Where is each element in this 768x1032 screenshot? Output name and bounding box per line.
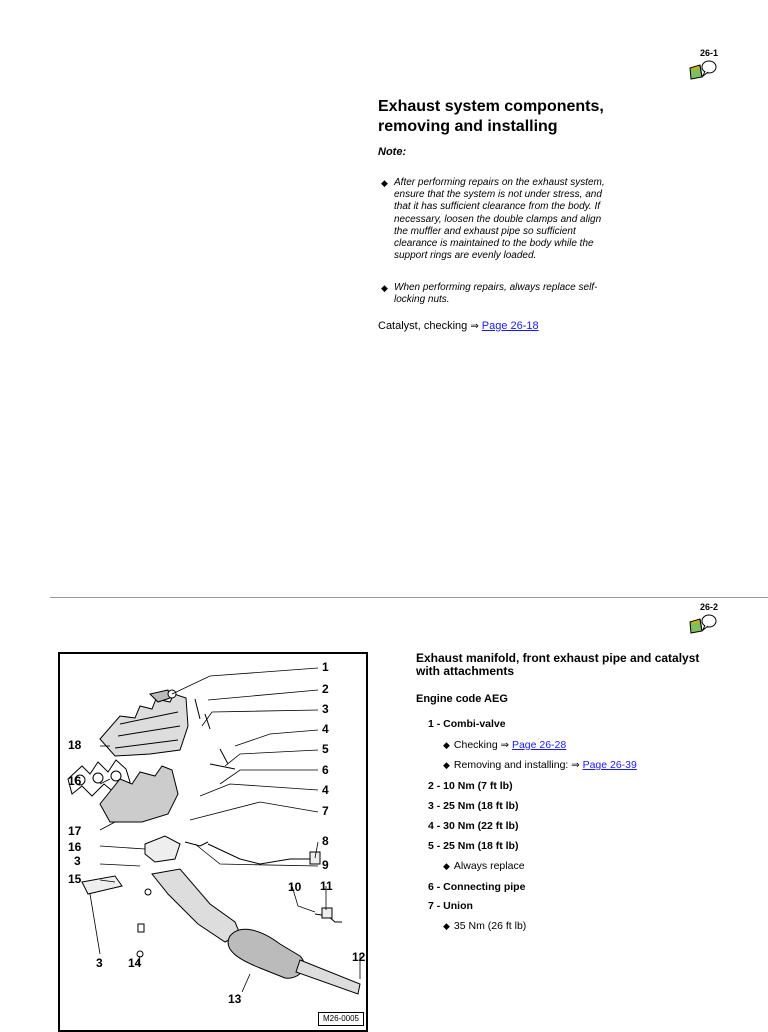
catalyst-reference: Catalyst, checking ⇒ Page 26-18 xyxy=(378,320,539,332)
legend-item-2: 2 - 10 Nm (7 ft lb) xyxy=(428,780,513,792)
legend-item-6: 6 - Connecting pipe xyxy=(428,881,526,893)
callout-label: 4 xyxy=(322,783,329,797)
callout-label: 13 xyxy=(228,992,242,1006)
diamond-icon: ◆ xyxy=(443,740,450,750)
callout-label: 6 xyxy=(322,763,329,777)
callout-label: 14 xyxy=(128,956,142,970)
callout-label: 18 xyxy=(68,738,82,752)
arrow-icon: ⇒ xyxy=(571,760,580,771)
legend-item-5: 5 - 25 Nm (18 ft lb) xyxy=(428,840,519,852)
figure-id: M26-0005 xyxy=(318,1012,364,1026)
page-link[interactable]: Page 26-18 xyxy=(481,320,539,332)
legend-subitem: ◆ Always replace xyxy=(443,860,525,872)
legend-item-4: 4 - 30 Nm (22 ft lb) xyxy=(428,820,519,832)
diamond-icon: ◆ xyxy=(381,178,388,188)
legend-item-7: 7 - Union xyxy=(428,900,473,912)
callout-label: 10 xyxy=(288,880,302,894)
page-number: 26-1 xyxy=(700,48,719,58)
note-bullet-1: ◆ After performing repairs on the exhaust system, ensure that the system is not under stress, and that it has sufficient clearance from the body. If necessary, loosen the double clamps and align the muffler and exhaust pipe so sufficient clearance is maintained to the body while the support rings are evenly loaded. xyxy=(381,177,605,262)
callout-label: 8 xyxy=(322,834,329,848)
callout-label: 3 xyxy=(74,854,81,868)
callout-label: 11 xyxy=(320,879,333,893)
callout-label: 16 xyxy=(68,840,82,854)
callout-label: 3 xyxy=(322,702,329,716)
callout-label: 1 xyxy=(322,660,329,674)
diamond-icon: ◆ xyxy=(381,283,388,293)
section-title: Exhaust manifold, front exhaust pipe and catalyst with attachments xyxy=(416,651,700,678)
book-speech-icon[interactable] xyxy=(688,59,718,81)
legend-item-3: 3 - 25 Nm (18 ft lb) xyxy=(428,800,519,812)
callout-label: 7 xyxy=(322,804,329,818)
page-number: 26-2 xyxy=(700,602,719,612)
arrow-icon: ⇒ xyxy=(500,740,510,751)
callout-label: 16 xyxy=(68,774,82,788)
diamond-icon: ◆ xyxy=(443,861,450,871)
page-title: Exhaust system components, removing and installing xyxy=(378,98,604,135)
page-link[interactable]: Page 26-28 xyxy=(511,739,567,751)
diamond-icon: ◆ xyxy=(443,921,450,931)
legend-subitem: ◆ 35 Nm (26 ft lb) xyxy=(443,920,527,932)
note-label: Note: xyxy=(378,146,407,158)
callout-label: 15 xyxy=(68,872,82,886)
page-link[interactable]: Page 26-39 xyxy=(582,759,637,771)
callout-label: 12 xyxy=(352,950,366,964)
note-bullet-2: ◆ When performing repairs, always replace self- locking nuts. xyxy=(381,282,598,306)
arrow-icon: ⇒ xyxy=(470,321,479,332)
diamond-icon: ◆ xyxy=(443,760,450,770)
book-speech-icon[interactable] xyxy=(688,613,718,635)
callout-label: 2 xyxy=(322,682,329,696)
page-divider xyxy=(50,597,768,598)
diagram-drawing xyxy=(60,654,366,1030)
legend-item-1: 1 - Combi-valve xyxy=(428,718,506,730)
callout-label: 3 xyxy=(96,956,103,970)
legend-subitem: ◆ Checking ⇒ Page 26-28 xyxy=(443,739,567,751)
callout-label: 17 xyxy=(68,824,82,838)
callout-label: 9 xyxy=(322,858,329,872)
engine-code: Engine code AEG xyxy=(416,693,508,705)
exhaust-exploded-diagram xyxy=(58,652,368,1032)
legend-subitem: ◆ Removing and installing: ⇒ Page 26-39 xyxy=(443,759,637,771)
callout-label: 5 xyxy=(322,742,329,756)
callout-label: 4 xyxy=(322,722,329,736)
